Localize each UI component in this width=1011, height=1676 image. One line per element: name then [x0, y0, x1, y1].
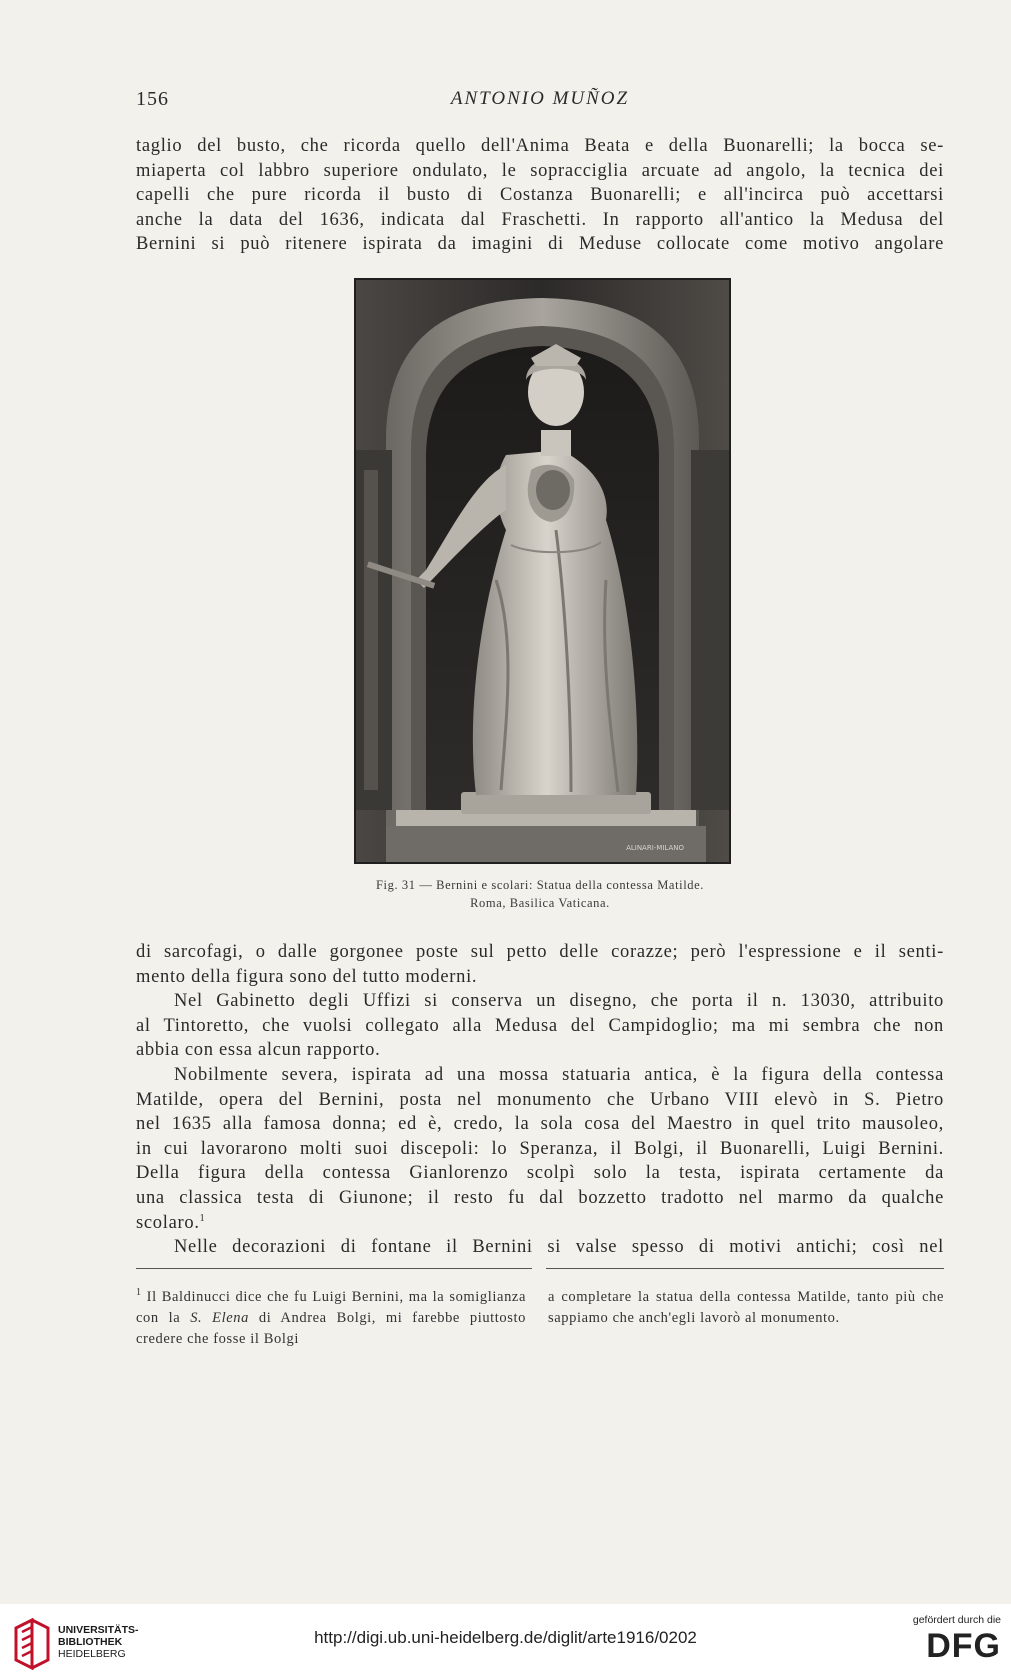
body-text-top	[136, 134, 944, 257]
footnote-divider-left	[136, 1268, 532, 1269]
library-name-line: HEIDELBERG	[58, 1648, 126, 1660]
text-line: taglio del busto, che ricorda quello dell'Anima Beata e della Buonarelli; la bocca se-	[136, 136, 944, 156]
running-head: ANTONIO MUÑOZ	[450, 88, 630, 109]
page-number: 156	[136, 88, 169, 110]
text-line: anche la data del 1636, indicata dal Fraschetti. In rapporto all'antico la Medusa del	[136, 209, 944, 230]
footnote-mark: 1	[136, 1287, 142, 1299]
library-name-line: BIBLIOTHEK	[58, 1636, 123, 1648]
digital-library-footer	[0, 1604, 1011, 1676]
text-line: al Tintoretto, che vuolsi collegato alla Medusa del Campidoglio; ma mi sembra che non	[136, 1015, 944, 1036]
figure-photo-statue	[354, 278, 731, 864]
text-line: nel 1635 alla famosa donna; ed è, credo, la sola cosa del Maestro in quel trito mausoleo,	[136, 1114, 944, 1135]
footnote-segment: di Andrea Bolgi, mi farebbe piuttosto credere che fosse il Bolgi	[136, 1310, 526, 1347]
footnote-text: a completare la statua della contessa Matilde, tanto più che sappiamo che anch'egli lavorò al monumento.	[548, 1289, 944, 1326]
text-line: abbia con essa alcun rapporto.	[136, 1040, 381, 1061]
text-line: una classica testa di Giunone; il resto fu dal bozzetto tradotto nel marmo da qualche	[136, 1187, 944, 1208]
text-line: di sarcofagi, o dalle gorgonee poste sul petto delle corazze; però l'espressione e il senti-	[136, 942, 944, 962]
text-line: miaperta col labbro superiore ondulato, le sopracciglia arcuate ad angolo, la tecnica dei	[136, 160, 944, 181]
footnote-column-right	[548, 1287, 944, 1329]
funding-note: gefördert durch die	[912, 1614, 1001, 1626]
footnote-segment: Il Baldinucci dice che fu Luigi Bernini, ma la somiglianza con la	[136, 1289, 526, 1326]
text-line: Nelle decorazioni di fontane il Bernini si valse spesso di motivi antichi; così nel	[174, 1237, 944, 1258]
permalink-url[interactable]: http://digi.ub.uni-heidelberg.de/diglit/arte1916/0202	[314, 1628, 697, 1647]
footnote-column-left	[136, 1287, 526, 1350]
dfg-funding-logo	[891, 1614, 1001, 1664]
footnote-reference[interactable]: 1	[199, 1212, 206, 1224]
library-name-line: UNIVERSITÄTS-	[58, 1624, 139, 1636]
text-line: in cui lavorarono molti suoi discepoli: lo Speranza, il Bolgi, il Buonarelli, Luigi Bernini.	[136, 1138, 944, 1159]
photo-credit: ALINARI-MILANO	[626, 844, 684, 852]
footnote-text	[136, 1287, 526, 1350]
text-line: capelli che pure ricorda il busto di Costanza Buonarelli; e all'incirca può accettarsi	[136, 185, 944, 206]
text-line: Nobilmente severa, ispirata ad una mossa statuaria antica, è la figura della contessa	[174, 1064, 944, 1085]
text-line: Della figura della contessa Gianlorenzo scolpì solo la testa, ispirata certamente da	[136, 1163, 944, 1184]
body-text-bottom	[136, 940, 944, 1260]
text-line-with-note	[136, 1211, 944, 1236]
text-line: Bernini si può ritenere ispirata da imagini di Meduse collocate come motivo angolare	[136, 234, 944, 255]
figure-caption	[300, 876, 780, 912]
page-header	[136, 88, 944, 114]
text-line: Matilde, opera del Bernini, posta nel monumento che Urbano VIII elevò in S. Pietro	[136, 1089, 944, 1110]
caption-line: Fig. 31 — Bernini e scolari: Statua della contessa Matilde.	[375, 878, 705, 892]
caption-line: Roma, Basilica Vaticana.	[470, 896, 610, 910]
text-line: mento della figura sono del tutto moderni.	[136, 966, 478, 987]
text-line: scolaro.	[136, 1212, 200, 1233]
dfg-logo-text: DFG	[926, 1627, 1001, 1665]
footnote-divider-right	[546, 1268, 944, 1269]
footnote-italic-title: S. Elena	[190, 1310, 249, 1326]
statue-photo-illustration	[356, 280, 729, 862]
text-line: Nel Gabinetto degli Uffizi si conserva un disegno, che porta il n. 13030, attribuito	[174, 991, 944, 1012]
